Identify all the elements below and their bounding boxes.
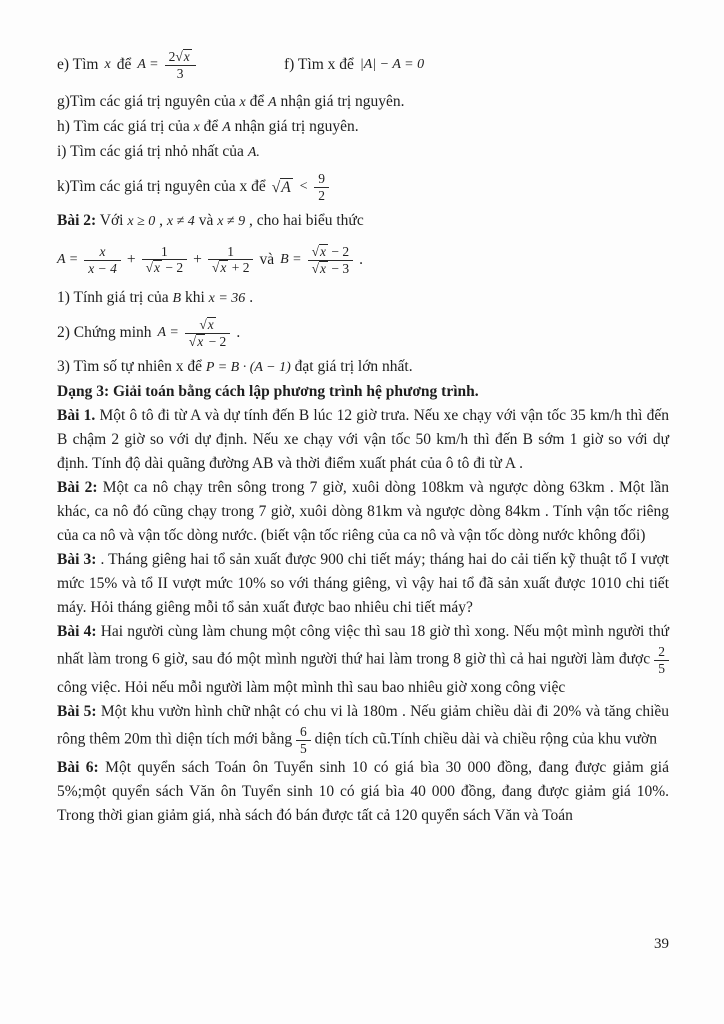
problem-body-2: công việc. Hỏi nếu mỗi người làm một mình thì sau bao nhiêu giờ xong công việc xyxy=(57,679,566,697)
var-a: A xyxy=(222,120,231,135)
var-b: B xyxy=(172,291,182,306)
problem-bai3 xyxy=(57,548,669,620)
comma: , xyxy=(159,212,164,229)
section-dang3-heading: Dạng 3: Giải toán bằng cách lập phương trình hệ phương trình. xyxy=(57,383,479,400)
sqrt-x: √ x xyxy=(199,317,215,332)
fraction-2sqrtx-over-3 xyxy=(165,49,196,81)
task-1-mid: khi xyxy=(184,289,205,306)
item-h-mid: để xyxy=(203,118,219,135)
item-e-text: e) Tìm xyxy=(57,55,99,73)
period: . xyxy=(359,251,364,268)
sqrt-x: √ x xyxy=(146,260,162,275)
eq-p: P = B · (A − 1) xyxy=(205,360,291,375)
item-e-lhs: A = xyxy=(137,56,159,72)
task-1 xyxy=(57,286,669,311)
problem-body-1: Hai người cùng làm chung một công việc thì sau 18 giờ thì xong. Nếu một mình người thứ nhất làm trong 6 giờ, sau đó một mình người thứ hai làm trong 8 giờ thì cả hai người làm được xyxy=(57,623,670,668)
problem-label: Bài 6: xyxy=(57,759,99,777)
bai2-intro-t1: Với xyxy=(99,212,124,229)
exercise-bai2-header xyxy=(57,209,669,234)
fraction-1-over-sqrtx-plus-2: 1 √ x + 2 xyxy=(208,244,254,276)
item-k-pre: k)Tìm các giá trị nguyên của x để xyxy=(57,178,266,195)
item-g-pre: g)Tìm các giá trị nguyên của xyxy=(57,93,236,110)
plus-sign: + xyxy=(126,251,136,268)
cond-x-ne-4: x ≠ 4 xyxy=(166,214,195,229)
item-f-text: f) Tìm x để xyxy=(284,56,354,73)
problem-body: Một ca nô chạy trên sông trong 7 giờ, xuôi dòng 108km và ngược dòng 63km . Một lần khác, ca nô đó cũng chạy trong 7 giờ, xuôi dòng 81km và ngược dòng 84km . Tính vận tốc riêng của ca nô và vận tốc dòng nước. (biết vận tốc riêng của ca nô và vận tốc dòng nước không đổi) xyxy=(57,479,669,544)
problem-label: Bài 2: xyxy=(57,479,98,496)
var-a: A. xyxy=(247,145,260,160)
fraction-2-over-5: $\frac{2}{5}$ xyxy=(654,644,669,676)
problem-bai5 xyxy=(57,700,669,756)
problem-bai6 xyxy=(57,756,669,828)
document-content xyxy=(57,40,669,828)
problem-label: Bài 3: xyxy=(57,551,97,568)
a-lhs: A = xyxy=(57,252,79,267)
and-word: và xyxy=(259,251,275,268)
item-k xyxy=(57,165,669,209)
fraction-6-over-5: $\frac{6}{5}$ xyxy=(296,724,311,756)
problem-label: Bài 5: xyxy=(57,703,97,721)
sqrt-x: √ x xyxy=(312,261,328,276)
item-g xyxy=(57,90,669,115)
problem-body-1: Một khu vườn hình chữ nhật có chu vi là 180m . Nếu giảm chiều dài đi 20% và tăng chiều rông thêm 20m thì diện tích mới bằng xyxy=(57,703,670,748)
item-g-mid: để xyxy=(249,93,265,110)
item-h xyxy=(57,115,669,140)
period: . xyxy=(236,324,241,341)
var-a: A xyxy=(268,95,277,110)
problem-label: Bài 4: xyxy=(57,623,97,640)
problem-body: Một quyển sách Toán ôn Tuyển sinh 10 có giá bìa 30 000 đồng, đang được giảm giá 5%;một quyển sách Văn ôn Tuyển sinh 10 có giá bìa 40 000 đồng, đang được giảm giá 10%. Trong thời gian giảm giá, nhà sách đó bán được tất cả 120 quyển sách Văn và Toán xyxy=(57,759,669,825)
fraction-sqrtx-over-sqrtx-minus-2: √ x √ x − 2 xyxy=(185,317,231,350)
fraction-1-over-sqrtx-minus-2: 1 √ x − 2 xyxy=(142,244,188,276)
task-1-pre: 1) Tính giá trị của xyxy=(57,289,169,306)
less-than-sign: < xyxy=(298,179,309,194)
plus-sign: + xyxy=(193,251,202,268)
sqrt-x: √ x xyxy=(212,260,228,275)
item-e-de: để xyxy=(116,55,132,73)
item-i-pre: i) Tìm các giá trị nhỏ nhất của xyxy=(57,143,244,160)
task-2-pre: 2) Chứng minh xyxy=(57,324,152,341)
fraction-x-over-x-minus-4: $\frac{x}{x - 4}$ xyxy=(84,244,121,276)
task-2 xyxy=(57,311,669,355)
item-i xyxy=(57,140,669,165)
task-3 xyxy=(57,355,669,380)
problem-body-2: diện tích cũ.Tính chiều dài và chiều rộng của khu vườn xyxy=(314,730,658,748)
item-g-post: nhận giá trị nguyên. xyxy=(280,93,405,110)
problem-bai1 xyxy=(57,404,669,476)
sqrt-x: √ x xyxy=(189,334,205,349)
a-lhs: A = xyxy=(157,325,179,340)
sqrt-x: √ x xyxy=(312,244,328,259)
problem-body: . Tháng giêng hai tổ sản xuất được 900 chi tiết máy; tháng hai do cải tiến kỹ thuật tổ I vượt mức 15% và tổ II vượt mức 10% so với tháng giêng, vì vậy hai tổ đã sản xuất được 1010 chi tiết máy. Hỏi tháng giêng mỗi tổ sản xuất được bao nhiêu chi tiết máy? xyxy=(57,551,670,616)
item-h-pre: h) Tìm các giá trị của xyxy=(57,118,190,135)
fraction-sqrtx-minus-2-over-sqrtx-minus-3: √ x − 2 √ x − 3 xyxy=(308,244,354,277)
b-lhs: B = xyxy=(280,252,302,267)
sqrt-x: √ x xyxy=(175,49,191,64)
item-f xyxy=(284,56,424,74)
problem-label: Bài 1. xyxy=(57,407,96,424)
page-number: 39 xyxy=(654,936,669,952)
task-3-post: đạt giá trị lớn nhất. xyxy=(294,358,413,375)
item-f-formula: |A| − A = 0 xyxy=(359,57,425,72)
fraction-9-over-2: $\frac{9}{2}$ xyxy=(314,171,329,203)
period: . xyxy=(249,289,254,306)
item-h-post: nhận giá trị nguyên. xyxy=(234,118,359,135)
item-e xyxy=(57,49,284,81)
exercise-label: Bài 2: xyxy=(57,212,97,229)
formula-a-and-b xyxy=(57,234,669,286)
var-x: x xyxy=(239,95,246,110)
bai2-intro-t3: , cho hai biểu thức xyxy=(248,212,364,229)
frac-num-coef: 2 xyxy=(168,48,176,64)
problem-body: Một ô tô đi từ A và dự tính đến B lúc 12 giờ trưa. Nếu xe chạy với vận tốc 35 km/h thì đến B chậm 2 giờ so với dự định. Nếu xe chạy với vận tốc 50 km/h thì đến B sớm 1 giờ so với dự định. Tính độ dài quãng đường AB và thời điểm xuất phát của ô tô đi từ A . xyxy=(57,407,670,472)
problem-bai2 xyxy=(57,476,669,548)
cond-x-ge-0: x ≥ 0 xyxy=(127,214,156,229)
var-x: x xyxy=(104,56,111,72)
bai2-intro-t2: và xyxy=(198,212,214,229)
sqrt-a: √ A xyxy=(272,178,293,197)
cond-x-ne-9: x ≠ 9 xyxy=(217,214,246,229)
problem-bai4 xyxy=(57,620,669,700)
var-x: x xyxy=(193,120,200,135)
eq-x-36: x = 36 xyxy=(208,291,246,306)
task-3-pre: 3) Tìm số tự nhiên x để xyxy=(57,358,203,375)
item-e-f-row xyxy=(57,40,669,90)
frac-den: 3 xyxy=(165,65,196,82)
